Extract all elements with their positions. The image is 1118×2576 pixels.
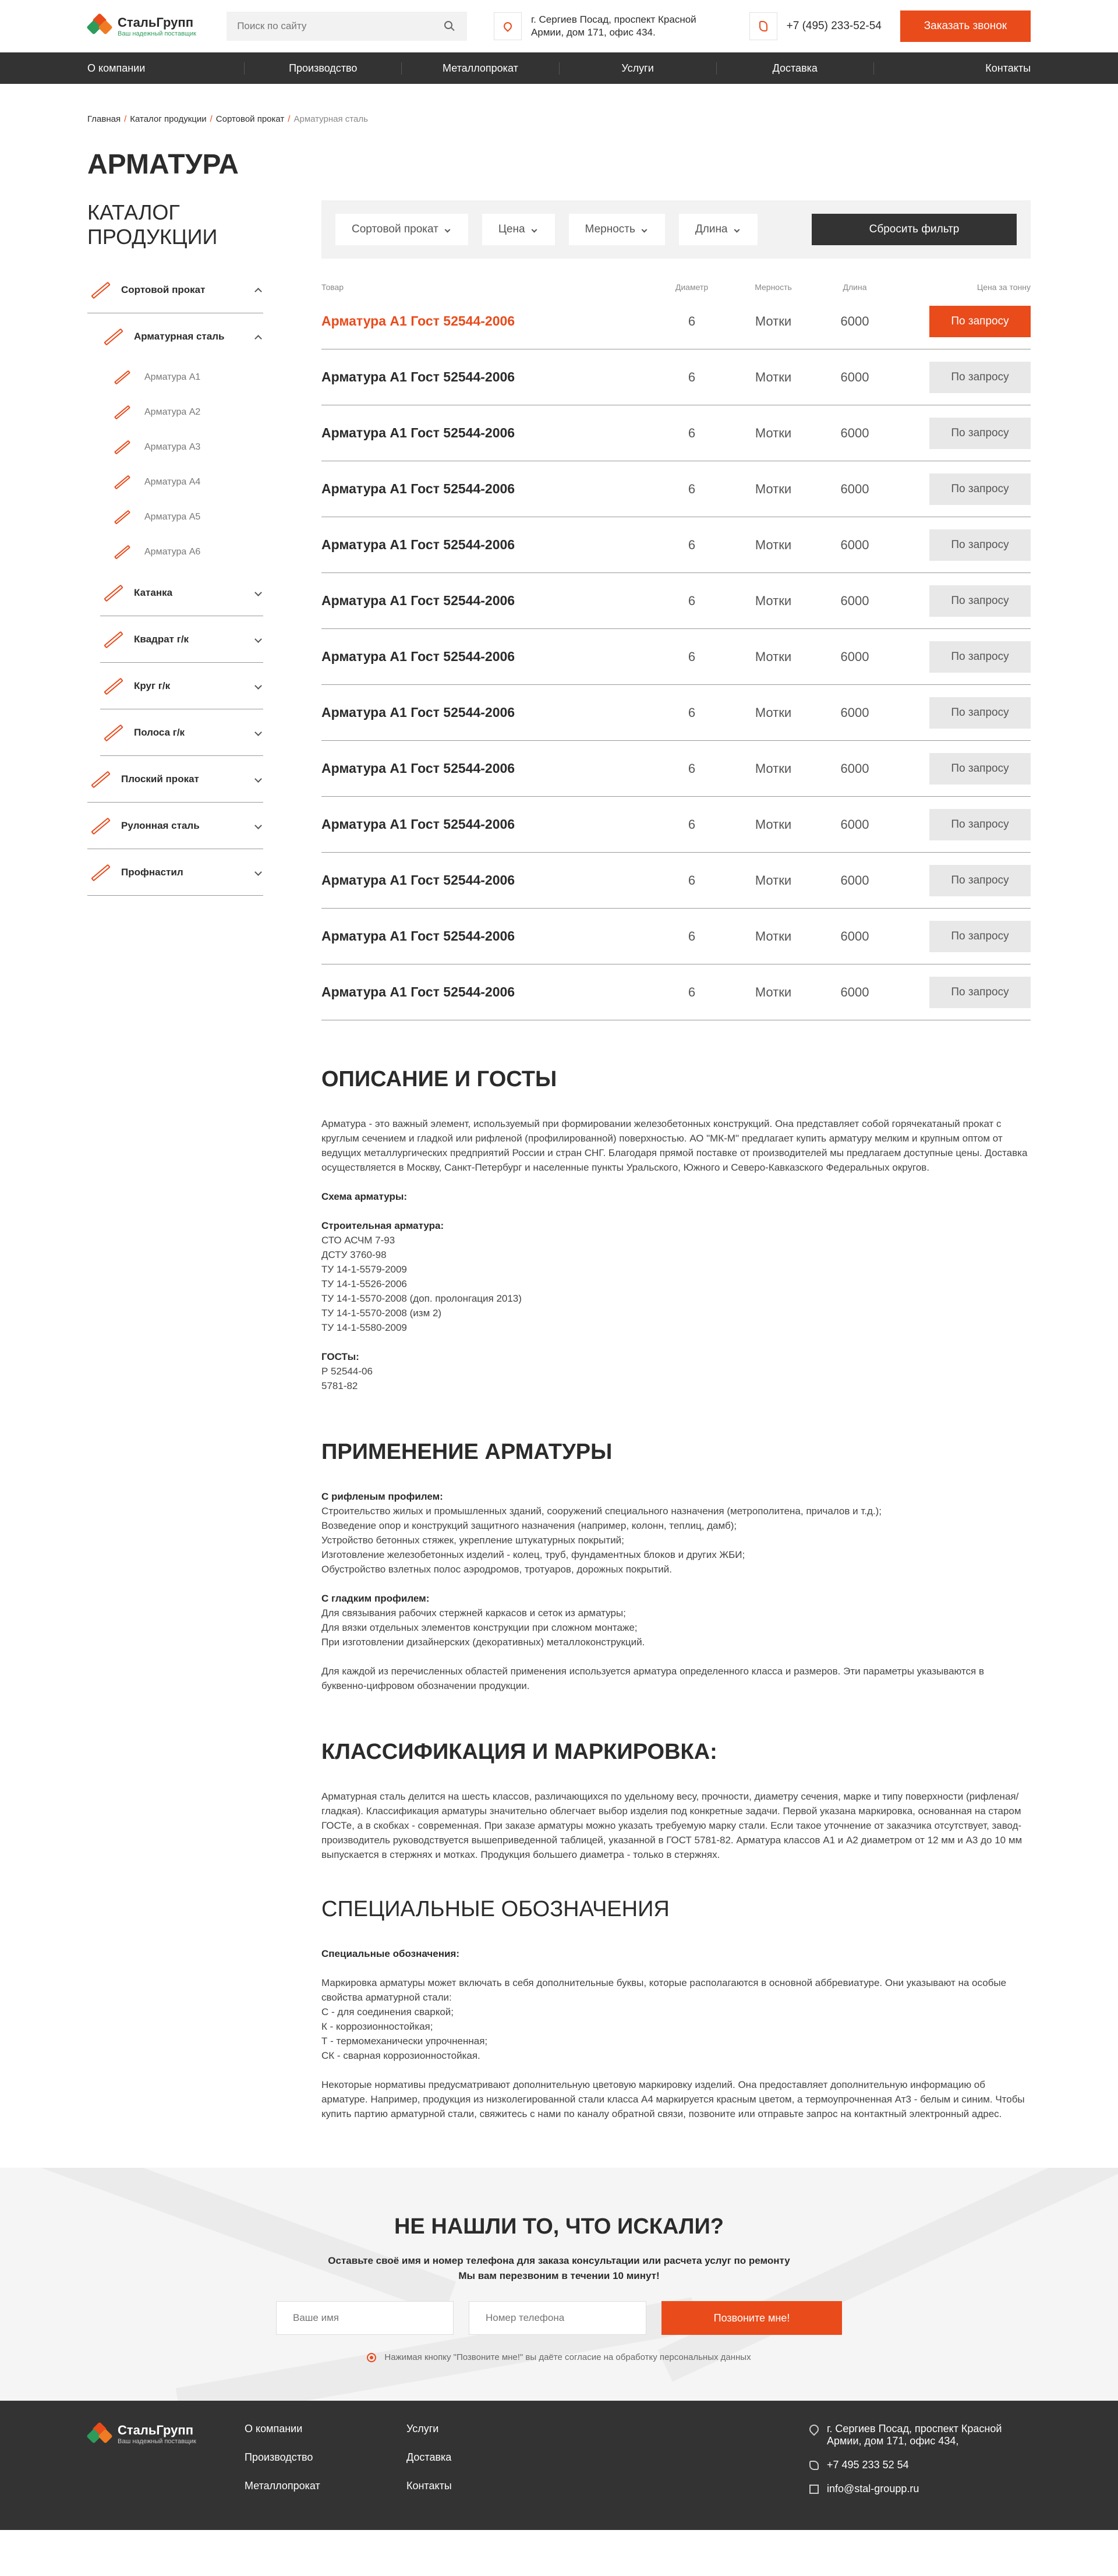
site-header bbox=[0, 0, 1118, 52]
product-mernost: Мотки bbox=[755, 761, 792, 776]
product-name[interactable]: Арматура А1 Гост 52544-2006 bbox=[321, 872, 515, 888]
chevron-down-icon[interactable] bbox=[254, 589, 262, 596]
col-diameter: Диаметр bbox=[675, 282, 709, 292]
smooth-item: При изготовлении дизайнерских (декоративных) металлоконструкций. bbox=[321, 1637, 645, 1648]
product-length: 6000 bbox=[840, 313, 869, 328]
classif-text: Арматурная сталь делится на шесть классов, различающихся по удельному весу, прочности, диаметру сечения, марке и типу поверхности (рифленая/гладкая). Классификация арматуры значительно облегчает выбор изделия под конкретные задачи. Первой указана маркировка, основанная на старом ГОСТе, а в скобках - современная. При заказе арматуры можно указать требуемую марку стали. Если такое уточнение от заказчика отсутствует, завод-производитель руководствуется вышеприведенной таблицей, указанной в ГОСТ 5781-82. Арматура классов А1 и А2 диаметром от 12 мм и А3 до 10 мм выпускается в стержнях и мотках. Продукция большего диаметра - только в стержнях. bbox=[321, 1791, 1023, 1860]
product-length: 6000 bbox=[840, 649, 869, 664]
filter-sortovoy[interactable]: Сортовой прокат bbox=[335, 214, 468, 245]
coil-icon bbox=[87, 817, 113, 835]
section-title: КЛАССИФИКАЦИЯ И МАРКИРОВКА: bbox=[321, 1740, 717, 1764]
product-mernost: Мотки bbox=[755, 928, 792, 944]
filter-bar bbox=[321, 200, 1031, 259]
product-diameter: 6 bbox=[688, 872, 696, 888]
chevron-down-icon[interactable] bbox=[254, 682, 262, 690]
smooth-item: Для вязки отдельных элементов конструкции при сложном монтаже; bbox=[321, 1622, 638, 1633]
sidebar-item-label: Профнастил bbox=[121, 866, 183, 878]
header-address bbox=[494, 12, 726, 40]
nav-item-metal[interactable]: Металлопрокат bbox=[401, 62, 558, 75]
standard-item: ТУ 14-1-5526-2006 bbox=[321, 1278, 407, 1289]
price-request-button[interactable]: По запросу bbox=[929, 697, 1031, 729]
product-name[interactable]: Арматура А1 Гост 52544-2006 bbox=[321, 928, 515, 944]
ribbed-item: Возведение опор и конструкций защитного назначения (например, колонн, теплиц, дамб); bbox=[321, 1520, 737, 1531]
page-title: АРМАТУРА bbox=[87, 149, 239, 180]
sidebar-item-a6[interactable] bbox=[111, 535, 263, 570]
consent-radio[interactable] bbox=[367, 2353, 376, 2362]
price-request-button[interactable]: По запросу bbox=[929, 865, 1031, 896]
sidebar-item-krug[interactable] bbox=[100, 663, 263, 709]
filter-length[interactable]: Длина bbox=[679, 214, 758, 245]
sidebar-item-label: Арматура А2 bbox=[144, 407, 201, 417]
product-length: 6000 bbox=[840, 481, 869, 496]
table-row[interactable] bbox=[321, 685, 1031, 741]
sidebar-item-label: Арматура А4 bbox=[144, 477, 201, 487]
footer-link-contacts[interactable]: Контакты bbox=[406, 2480, 452, 2492]
table-row[interactable] bbox=[321, 405, 1031, 461]
product-diameter: 6 bbox=[688, 705, 696, 720]
special-item: Т - термомеханически упрочненная; bbox=[321, 2036, 488, 2047]
phone-icon bbox=[749, 12, 777, 40]
search-input[interactable] bbox=[237, 20, 443, 32]
breadcrumb-current: Арматурная сталь bbox=[293, 114, 368, 124]
rebar-icon bbox=[111, 508, 136, 526]
product-name[interactable]: Арматура А1 Гост 52544-2006 bbox=[321, 313, 515, 328]
table-row[interactable] bbox=[321, 573, 1031, 629]
footer-link-about[interactable]: О компании bbox=[245, 2423, 303, 2434]
product-name[interactable]: Арматура А1 Гост 52544-2006 bbox=[321, 425, 515, 440]
ribbed-item: Строительство жилых и промышленных зданий, сооружений специального назначения (метрополитена, причалов и т.д.); bbox=[321, 1506, 882, 1517]
sidebar-item-label: Полоса г/к bbox=[134, 726, 185, 738]
footer-email[interactable]: info@stal-groupp.ru bbox=[827, 2483, 919, 2494]
nav-item-about[interactable]: О компании bbox=[87, 62, 146, 74]
sidebar-item-label: Сортовой прокат bbox=[121, 284, 206, 295]
round-bar-icon bbox=[100, 677, 126, 695]
price-request-button[interactable]: По запросу bbox=[929, 809, 1031, 840]
sidebar-item-label: Плоский прокат bbox=[121, 773, 199, 785]
col-name: Товар bbox=[321, 282, 344, 292]
callback-sub1: Оставьте своё имя и номер телефона для заказа консультации или расчета услуг по ремонту bbox=[328, 2255, 790, 2266]
product-length: 6000 bbox=[840, 984, 869, 999]
product-name[interactable]: Арматура А1 Гост 52544-2006 bbox=[321, 705, 515, 720]
product-mernost: Мотки bbox=[755, 369, 792, 384]
rebar-icon bbox=[111, 439, 136, 456]
gost-item: Р 52544-06 bbox=[321, 1366, 373, 1377]
sidebar-item-a4[interactable] bbox=[111, 465, 263, 500]
standard-item: ТУ 14-1-5580-2009 bbox=[321, 1322, 407, 1333]
sidebar-item-polosa[interactable] bbox=[100, 709, 263, 756]
table-row[interactable] bbox=[321, 853, 1031, 909]
product-mernost: Мотки bbox=[755, 649, 792, 664]
table-row[interactable] bbox=[321, 294, 1031, 349]
product-name[interactable]: Арматура А1 Гост 52544-2006 bbox=[321, 761, 515, 776]
sidebar-item-sortovoy[interactable] bbox=[87, 267, 263, 313]
special-outro: Некоторые нормативы предусматривают дополнительную цветовую маркировку изделий. Она предоставляет дополнительную информацию об арматуре. Например, продукция из низколегированной стали класса А4 маркируется красным цветом, а термоупрочненная Ат3 - белым и синим. Чтобы купить партию арматурной стали, свяжитесь с нами по каналу обратной связи, позвоните или отправьте запрос на контактный электронный адрес. bbox=[321, 2079, 1025, 2119]
special-section bbox=[321, 1897, 1031, 2121]
consent-text: Нажимая кнопку "Позвоните мне!" вы даёте согласие на обработку персональных данных bbox=[384, 2352, 751, 2362]
product-diameter: 6 bbox=[688, 425, 696, 440]
product-name[interactable]: Арматура А1 Гост 52544-2006 bbox=[321, 817, 515, 832]
breadcrumb-sortovoy[interactable]: Сортовой прокат bbox=[215, 114, 285, 124]
location-pin-icon bbox=[808, 2423, 821, 2436]
catalog-title: КАТАЛОГ ПРОДУКЦИИ bbox=[87, 200, 218, 249]
usage-ribbed-title: С рифленым профилем: bbox=[321, 1491, 443, 1502]
product-diameter: 6 bbox=[688, 481, 696, 496]
logo[interactable] bbox=[87, 14, 227, 38]
price-request-button[interactable]: По запросу bbox=[929, 641, 1031, 673]
order-call-button[interactable]: Заказать звонок bbox=[900, 10, 1031, 42]
smooth-list bbox=[321, 1606, 1031, 1649]
price-request-button[interactable]: По запросу bbox=[929, 529, 1031, 561]
rebar-icon bbox=[100, 328, 126, 345]
product-mernost: Мотки bbox=[755, 705, 792, 720]
price-request-button[interactable]: По запросу bbox=[929, 418, 1031, 449]
table-row[interactable] bbox=[321, 964, 1031, 1020]
product-content bbox=[321, 200, 1031, 2121]
price-request-button[interactable]: По запросу bbox=[929, 921, 1031, 952]
site-footer bbox=[0, 2401, 1118, 2530]
chevron-down-icon[interactable] bbox=[254, 729, 262, 736]
logo-tagline: Ваш надежный поставщик bbox=[118, 2438, 196, 2445]
chevron-down-icon[interactable] bbox=[254, 635, 262, 643]
product-mernost: Мотки bbox=[755, 481, 792, 496]
product-diameter: 6 bbox=[688, 761, 696, 776]
footer-link-production[interactable]: Производство bbox=[245, 2451, 313, 2463]
special-sub: Специальные обозначения: bbox=[321, 1948, 459, 1959]
sidebar-item-label: Арматура А1 bbox=[144, 372, 201, 382]
logo-icon bbox=[87, 14, 112, 38]
product-diameter: 6 bbox=[688, 649, 696, 664]
logo-name: СтальГрупп bbox=[118, 15, 193, 30]
standard-item: ТУ 14-1-5579-2009 bbox=[321, 1264, 407, 1275]
col-length: Длина bbox=[843, 282, 867, 292]
product-name[interactable]: Арматура А1 Гост 52544-2006 bbox=[321, 481, 515, 496]
footer-col-2 bbox=[406, 2423, 452, 2495]
call-me-button[interactable]: Позвоните мне! bbox=[661, 2301, 842, 2335]
smooth-item: Для связывания рабочих стержней каркасов и сеток из арматуры; bbox=[321, 1607, 626, 1619]
sidebar-item-label: Круг г/к bbox=[134, 680, 171, 691]
ribbed-item: Устройство бетонных стяжек, укрепление штукатурных покрытий; bbox=[321, 1535, 624, 1546]
rebar-icon bbox=[87, 281, 113, 299]
product-mernost: Мотки bbox=[755, 593, 792, 608]
breadcrumb-catalog[interactable]: Каталог продукции bbox=[130, 114, 207, 124]
standard-item: ДСТУ 3760-98 bbox=[321, 1249, 387, 1260]
footer-col-1 bbox=[245, 2423, 406, 2495]
product-mernost: Мотки bbox=[755, 872, 792, 888]
sidebar-item-a3[interactable] bbox=[111, 430, 263, 465]
product-diameter: 6 bbox=[688, 593, 696, 608]
address-text: г. Сергиев Посад, проспект Красной Армии, дом 171, офис 434. bbox=[530, 14, 696, 38]
phone-number[interactable]: +7 (495) 233-52-54 bbox=[786, 20, 882, 32]
sidebar-item-profnastil[interactable] bbox=[87, 849, 263, 896]
sidebar-item-a2[interactable] bbox=[111, 395, 263, 430]
standards-list bbox=[321, 1233, 1031, 1335]
special-item: С - для соединения сваркой; bbox=[321, 2006, 454, 2017]
usage-section bbox=[321, 1440, 1031, 1693]
callback-form bbox=[0, 2301, 1118, 2335]
price-request-button[interactable]: По запросу bbox=[929, 585, 1031, 617]
chevron-down-icon bbox=[641, 227, 647, 232]
special-item: СК - сварная коррозионностойкая. bbox=[321, 2050, 480, 2061]
product-name[interactable]: Арматура А1 Гост 52544-2006 bbox=[321, 649, 515, 664]
product-name[interactable]: Арматура А1 Гост 52544-2006 bbox=[321, 369, 515, 384]
table-header bbox=[321, 281, 1031, 294]
footer-contacts bbox=[809, 2423, 1031, 2495]
sidebar-item-label: Арматурная сталь bbox=[134, 331, 225, 342]
header-phone[interactable] bbox=[749, 12, 900, 40]
name-input[interactable] bbox=[276, 2301, 454, 2335]
section-title: СПЕЦИАЛЬНЫЕ ОБОЗНАЧЕНИЯ bbox=[321, 1897, 670, 1921]
description-section bbox=[321, 1067, 1031, 1393]
product-diameter: 6 bbox=[688, 817, 696, 832]
sidebar-item-label: Арматура А6 bbox=[144, 547, 201, 557]
table-row[interactable] bbox=[321, 909, 1031, 964]
special-item: К - коррозионностойкая; bbox=[321, 2021, 433, 2032]
filter-mernost[interactable]: Мерность bbox=[569, 214, 665, 245]
sidebar-item-rulonnaya[interactable] bbox=[87, 803, 263, 849]
sidebar-item-label: Катанка bbox=[134, 586, 173, 598]
desc-intro: Арматура - это важный элемент, используемый при формировании железобетонных конструкций. Она представляет собой горячекатаный прокат с круглым сечением и гладкой или рифленой (профилированной) поверхностью. АО "МК-М" предлагает купить арматуру мелким и крупным оптом от ведущих металлургических предприятий России и стран СНГ. Благодаря прямой поставке от производителей мы предлагаем доступные цены. Доставка осуществляется в Москву, Санкт-Петербург и населенные пункты Уральского, Южного и Северо-Кавказского Федеральных округов. bbox=[321, 1118, 1028, 1173]
chevron-down-icon bbox=[734, 227, 740, 232]
product-length: 6000 bbox=[840, 369, 869, 384]
mail-icon bbox=[809, 2485, 819, 2494]
rebar-icon bbox=[111, 543, 136, 561]
ribbed-item: Изготовление железобетонных изделий - колец, труб, фундаментных блоков и других ЖБИ; bbox=[321, 1549, 745, 1560]
footer-link-delivery[interactable]: Доставка bbox=[406, 2451, 452, 2463]
product-diameter: 6 bbox=[688, 984, 696, 999]
gosts-list bbox=[321, 1364, 1031, 1393]
desc-gosts-title: ГОСТы: bbox=[321, 1351, 359, 1362]
search-icon[interactable] bbox=[443, 19, 457, 33]
flat-steel-icon bbox=[87, 771, 113, 788]
sidebar-item-armaturnaya[interactable] bbox=[100, 313, 263, 360]
square-bar-icon bbox=[100, 631, 126, 648]
callback-section bbox=[0, 2168, 1118, 2401]
product-mernost: Мотки bbox=[755, 817, 792, 832]
standard-item: ТУ 14-1-5570-2008 (изм 2) bbox=[321, 1308, 442, 1319]
col-price: Цена за тонну bbox=[977, 282, 1031, 292]
chevron-down-icon[interactable] bbox=[254, 822, 262, 829]
standard-item: ТУ 14-1-5570-2008 (доп. пролонгация 2013) bbox=[321, 1293, 522, 1304]
section-title: ОПИСАНИЕ И ГОСТЫ bbox=[321, 1067, 557, 1091]
section-title: ПРИМЕНЕНИЕ АРМАТУРЫ bbox=[321, 1440, 613, 1464]
rebar-icon bbox=[111, 473, 136, 491]
nav-item-delivery[interactable]: Доставка bbox=[716, 62, 873, 75]
wire-rod-icon bbox=[100, 584, 126, 602]
product-mernost: Мотки bbox=[755, 984, 792, 999]
product-name[interactable]: Арматура А1 Гост 52544-2006 bbox=[321, 537, 515, 552]
product-table bbox=[321, 294, 1031, 1020]
product-diameter: 6 bbox=[688, 537, 696, 552]
chevron-down-icon bbox=[531, 227, 537, 232]
nav-item-services[interactable]: Услуги bbox=[559, 62, 716, 75]
table-row[interactable] bbox=[321, 349, 1031, 405]
logo-icon bbox=[87, 2423, 112, 2447]
sidebar-item-label: Арматура А5 bbox=[144, 512, 201, 522]
desc-building: Строительная арматура: bbox=[321, 1220, 444, 1231]
footer-address: г. Сергиев Посад, проспект Красной Армии, дом 171, офис 434, bbox=[827, 2423, 1002, 2447]
chevron-down-icon[interactable] bbox=[254, 775, 262, 783]
chevron-up-icon[interactable] bbox=[254, 288, 262, 295]
search-box bbox=[227, 12, 467, 41]
phone-input[interactable] bbox=[469, 2301, 646, 2335]
nav-item-contacts[interactable]: Контакты bbox=[873, 62, 1031, 75]
footer-link-services[interactable]: Услуги bbox=[406, 2423, 439, 2434]
product-diameter: 6 bbox=[688, 369, 696, 384]
product-length: 6000 bbox=[840, 761, 869, 776]
product-name[interactable]: Арматура А1 Гост 52544-2006 bbox=[321, 984, 515, 999]
price-request-button[interactable]: По запросу bbox=[929, 362, 1031, 393]
product-name[interactable]: Арматура А1 Гост 52544-2006 bbox=[321, 593, 515, 608]
sidebar-item-katanka[interactable] bbox=[100, 570, 263, 616]
table-row[interactable] bbox=[321, 629, 1031, 685]
consent bbox=[0, 2352, 1118, 2362]
product-length: 6000 bbox=[840, 537, 869, 552]
sidebar-item-a1[interactable] bbox=[111, 360, 263, 395]
sidebar-item-label: Рулонная сталь bbox=[121, 819, 200, 831]
price-request-button[interactable]: По запросу bbox=[929, 753, 1031, 785]
callback-sub2: Мы вам перезвоним в течении 10 минут! bbox=[458, 2270, 660, 2281]
product-length: 6000 bbox=[840, 425, 869, 440]
nav-item-production[interactable]: Производство bbox=[244, 62, 401, 75]
product-diameter: 6 bbox=[688, 313, 696, 328]
footer-link-metal[interactable]: Металлопрокат bbox=[245, 2480, 320, 2492]
product-mernost: Мотки bbox=[755, 537, 792, 552]
main-nav bbox=[0, 52, 1118, 84]
footer-logo[interactable] bbox=[87, 2423, 245, 2495]
special-list bbox=[321, 2005, 1031, 2063]
special-intro: Маркировка арматуры может включать в себя дополнительные буквы, которые располагаются в основной аббревиатуре. Они указывают на особые свойства арматурной стали: bbox=[321, 1977, 1007, 2003]
table-row[interactable] bbox=[321, 517, 1031, 573]
rebar-icon bbox=[111, 369, 136, 386]
col-mernost: Мерность bbox=[755, 282, 792, 292]
table-row[interactable] bbox=[321, 741, 1031, 797]
callback-title: НЕ НАШЛИ ТО, ЧТО ИСКАЛИ? bbox=[394, 2214, 724, 2239]
usage-outro: Для каждой из перечисленных областей применения используется арматура определенного класса и размеров. Эти параметры указываются в буквенно-цифровом обозначении продукции. bbox=[321, 1666, 984, 1691]
product-length: 6000 bbox=[840, 928, 869, 944]
chevron-down-icon bbox=[444, 227, 450, 232]
product-length: 6000 bbox=[840, 817, 869, 832]
logo-tagline: Ваш надежный поставщик bbox=[118, 30, 196, 37]
reset-filter-button[interactable]: Сбросить фильтр bbox=[812, 214, 1017, 245]
usage-smooth-title: С гладким профилем: bbox=[321, 1593, 430, 1604]
product-length: 6000 bbox=[840, 593, 869, 608]
price-request-button[interactable]: По запросу bbox=[929, 977, 1031, 1008]
desc-scheme: Схема арматуры: bbox=[321, 1191, 408, 1202]
product-mernost: Мотки bbox=[755, 313, 792, 328]
product-length: 6000 bbox=[840, 705, 869, 720]
sidebar-item-label: Квадрат г/к bbox=[134, 633, 189, 645]
profiled-sheet-icon bbox=[87, 864, 113, 881]
price-request-button[interactable]: По запросу bbox=[929, 473, 1031, 505]
sidebar-item-a5[interactable] bbox=[111, 500, 263, 535]
footer-phone[interactable]: +7 495 233 52 54 bbox=[827, 2459, 909, 2471]
logo-name: СтальГрупп bbox=[118, 2423, 193, 2437]
standard-item: СТО АСЧМ 7-93 bbox=[321, 1235, 395, 1246]
strip-icon bbox=[100, 724, 126, 741]
table-row[interactable] bbox=[321, 461, 1031, 517]
rebar-icon bbox=[111, 404, 136, 421]
chevron-up-icon[interactable] bbox=[254, 335, 262, 342]
sidebar-item-label: Арматура А3 bbox=[144, 442, 201, 452]
phone-icon bbox=[809, 2461, 819, 2470]
classification-section bbox=[321, 1740, 1031, 1862]
product-length: 6000 bbox=[840, 872, 869, 888]
main-content bbox=[87, 84, 1031, 2121]
table-row[interactable] bbox=[321, 797, 1031, 853]
sidebar-item-ploskiy[interactable] bbox=[87, 756, 263, 803]
filter-price[interactable]: Цена bbox=[482, 214, 555, 245]
breadcrumb: Главная / Каталог продукции / Сортовой прокат / Арматурная сталь bbox=[87, 114, 368, 124]
ribbed-item: Обустройство взлетных полос аэродромов, тротуаров, дорожных покрытий. bbox=[321, 1564, 672, 1575]
ribbed-list bbox=[321, 1504, 1031, 1577]
catalog-sidebar bbox=[87, 200, 263, 2121]
breadcrumb-home[interactable]: Главная bbox=[87, 114, 121, 124]
chevron-down-icon[interactable] bbox=[254, 868, 262, 876]
product-mernost: Мотки bbox=[755, 425, 792, 440]
gost-item: 5781-82 bbox=[321, 1380, 358, 1391]
price-request-button[interactable]: По запросу bbox=[929, 306, 1031, 337]
sidebar-item-kvadrat[interactable] bbox=[100, 616, 263, 663]
product-diameter: 6 bbox=[688, 928, 696, 944]
location-pin-icon bbox=[494, 12, 522, 40]
